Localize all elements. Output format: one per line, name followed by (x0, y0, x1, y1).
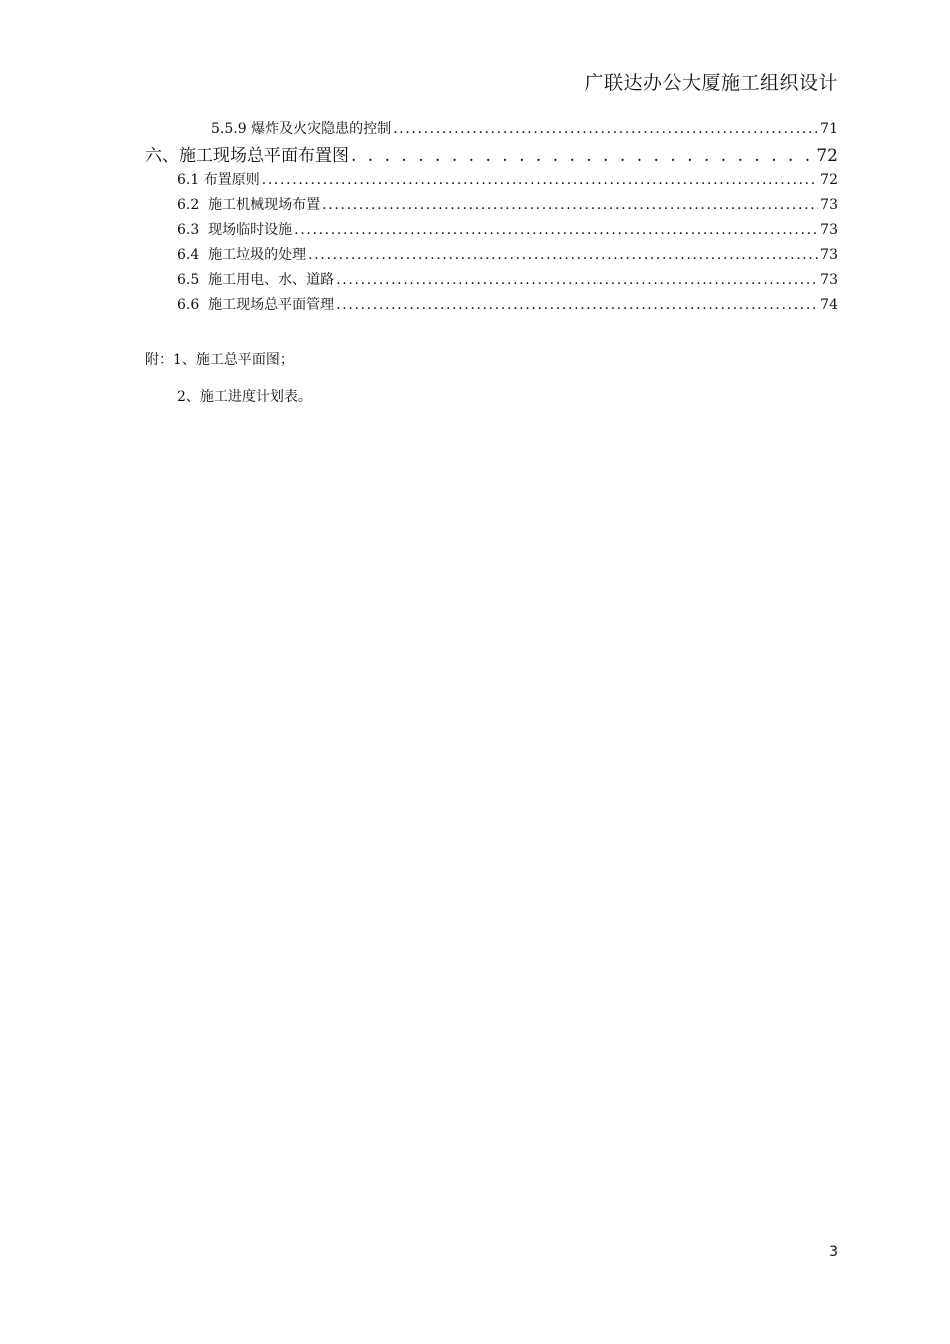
toc-entry-6-4[interactable] (177, 244, 838, 264)
toc-entry-5-5-9[interactable] (211, 118, 838, 138)
toc-leader (322, 197, 818, 213)
toc-entry-label: 6.2 施工机械现场布置 (177, 197, 321, 213)
page-number: 3 (829, 1244, 838, 1260)
toc-page-number: 72 (816, 146, 838, 166)
toc-entry-label: 6.3 现场临时设施 (177, 222, 293, 238)
toc-page-number: 72 (820, 172, 838, 188)
toc-leader (294, 222, 818, 238)
toc-entry-label: 6.6 施工现场总平面管理 (177, 297, 335, 313)
toc-leader (262, 172, 818, 188)
toc-leader (351, 146, 814, 166)
toc-leader (393, 121, 818, 137)
toc-entry-label: 6.5 施工用电、水、道路 (177, 272, 335, 288)
toc-entry-label: 5.5.9 爆炸及火灾隐患的控制 (211, 121, 392, 137)
page-header-title: 广联达办公大厦施工组织设计 (584, 72, 838, 94)
appendix-line-1: 附：1、施工总平面图； (145, 352, 294, 368)
toc-page-number: 74 (820, 297, 838, 313)
toc-page-number: 73 (820, 272, 838, 288)
toc-page-number: 73 (820, 197, 838, 213)
toc-leader (336, 272, 818, 288)
toc-page-number: 73 (820, 247, 838, 263)
toc-entry-6-1[interactable] (177, 169, 838, 189)
toc-entry-label: 6.1 布置原则 (177, 172, 260, 188)
toc-entry-chapter-6[interactable] (145, 141, 838, 166)
toc-leader (336, 297, 818, 313)
toc-page-number: 71 (820, 121, 838, 137)
toc-entry-6-5[interactable] (177, 269, 838, 289)
toc-entry-6-6[interactable] (177, 294, 838, 314)
toc-entry-label: 六、施工现场总平面布置图 (145, 146, 349, 166)
toc-entry-6-2[interactable] (177, 194, 838, 214)
toc-entry-label: 6.4 施工垃圾的处理 (177, 247, 307, 263)
toc-page-number: 73 (820, 222, 838, 238)
toc-leader (308, 247, 818, 263)
appendix-line-2: 2、施工进度计划表。 (177, 389, 312, 405)
toc-entry-6-3[interactable] (177, 219, 838, 239)
